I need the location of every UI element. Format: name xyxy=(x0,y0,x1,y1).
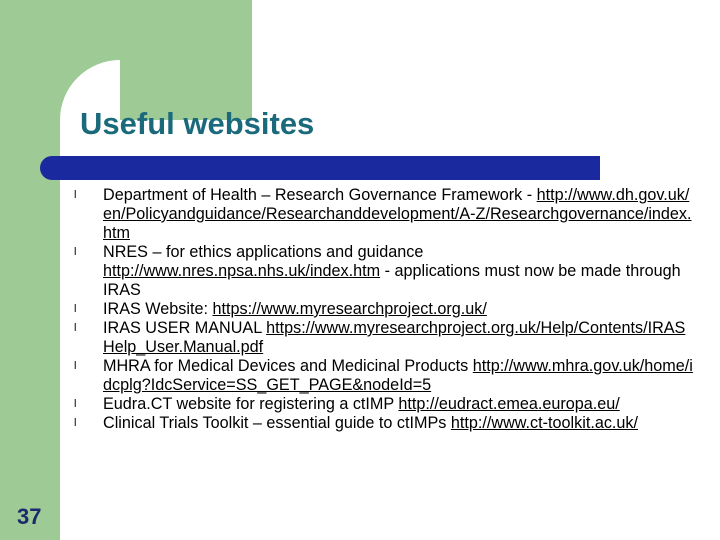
list-item-iras-website xyxy=(74,300,694,319)
title-underline-bar xyxy=(40,156,600,180)
item-text: IRAS Website: xyxy=(103,300,213,318)
dh-link[interactable]: http://www.dh.gov.uk/en/Policyandguidance/Researchanddevelopment/A-Z/Researchgovernance/index.htm xyxy=(103,186,692,242)
bullet-icon: l xyxy=(74,303,77,315)
item-text: MHRA for Medical Devices and Medicinal Products xyxy=(103,357,473,375)
ct-toolkit-link[interactable]: http://www.ct-toolkit.ac.uk/ xyxy=(450,414,639,432)
nres-link[interactable]: http://www.nres.npsa.nhs.uk/index.htm xyxy=(103,262,381,280)
slide-title: Useful websites xyxy=(80,106,315,141)
page-number: 37 xyxy=(17,504,42,529)
list-item-iras-manual xyxy=(74,319,694,357)
item-text: IRAS USER MANUAL xyxy=(103,319,267,337)
item-text: Department of Health – Research Governance Framework - xyxy=(103,186,537,204)
bullet-icon: l xyxy=(74,246,77,258)
bullet-icon: l xyxy=(74,360,77,372)
decor-left-block xyxy=(0,0,60,540)
mhra-link[interactable]: http://www.mhra.gov.uk/home/idcplg?IdcService=SS_GET_PAGE&nodeId=5 xyxy=(103,357,693,394)
iras-website-link[interactable]: https://www.myresearchproject.org.uk/ xyxy=(212,300,487,318)
list-item-ct-toolkit xyxy=(74,414,694,433)
item-after: - applications must now be made through IRAS xyxy=(103,262,681,299)
list-item-mhra xyxy=(74,357,694,395)
bullet-icon: l xyxy=(74,189,77,201)
bullet-icon: l xyxy=(74,398,77,410)
list-item-nres xyxy=(74,243,694,300)
list-item-eudract xyxy=(74,395,694,414)
list-item-dh xyxy=(74,186,694,243)
website-list xyxy=(74,186,694,433)
iras-manual-link[interactable]: https://www.myresearchproject.org.uk/Help/Contents/IRASHelp_User.Manual.pdf xyxy=(103,319,686,356)
item-text: Clinical Trials Toolkit – essential guide to ctIMPs xyxy=(103,414,451,432)
bullet-icon: l xyxy=(74,322,77,334)
eudract-link[interactable]: http://eudract.emea.europa.eu/ xyxy=(398,395,620,413)
item-text: NRES – for ethics applications and guidance xyxy=(103,243,424,261)
item-text: Eudra.CT website for registering a ctIMP xyxy=(103,395,399,413)
bullet-icon: l xyxy=(74,417,77,429)
